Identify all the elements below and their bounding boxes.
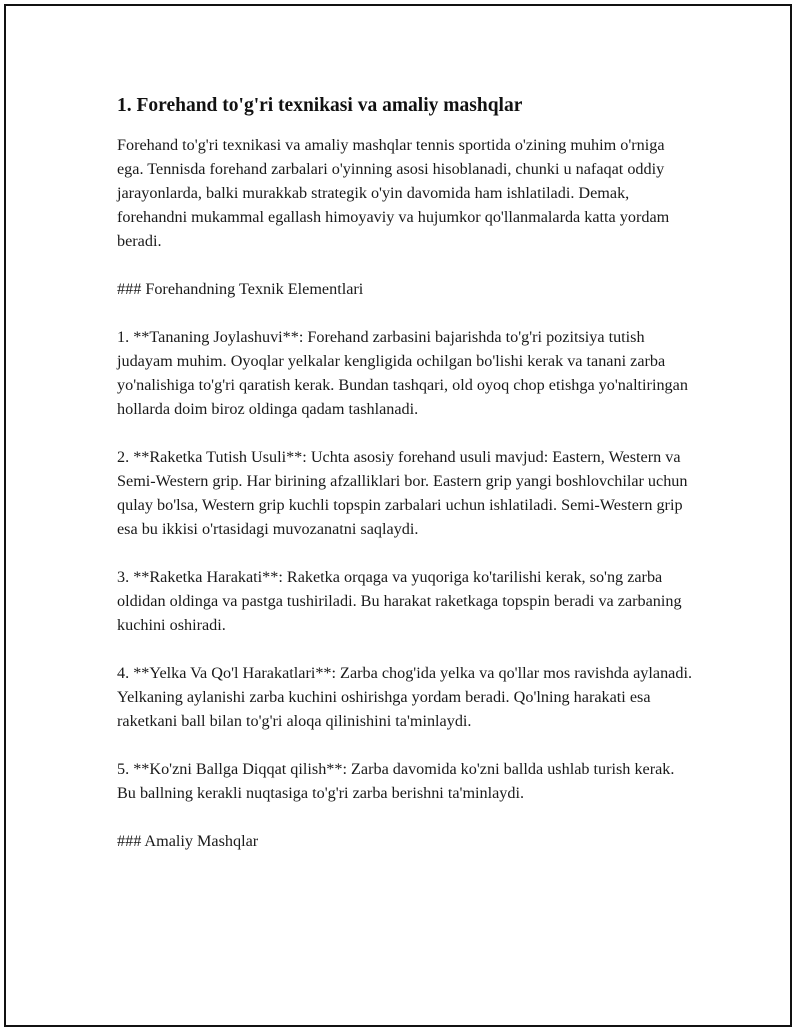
document-body xyxy=(117,92,692,877)
section-heading-practical-drills: ### Amaliy Mashqlar xyxy=(117,832,259,850)
section-heading-technical-elements: ### Forehandning Texnik Elementlari xyxy=(117,280,364,298)
list-item-racket-movement: 3. **Raketka Harakati**: Raketka orqaga va yuqoriga ko'tarilishi kerak, so'ng zarba oldidan oldinga va pastga tushiriladi. Bu harakat raketkaga topspin beradi va zarbaning kuchini oshiradi. xyxy=(117,568,682,634)
list-item-racket-grip: 2. **Raketka Tutish Usuli**: Uchta asosiy forehand usuli mavjud: Eastern, Western va Semi-Western grip. Har birining afzalliklari bor. Eastern grip yangi boshlovchilar uchun qulay bo'lsa, Western grip kuchli topspin zarbalari uchun ishlatiladi. Semi-Western grip esa bu ikkisi o'rtasidagi muvozanatni saqlaydi. xyxy=(117,448,688,538)
list-item-body-position: 1. **Tananing Joylashuvi**: Forehand zarbasini bajarishda to'g'ri pozitsiya tutish judayam muhim. Oyoqlar yelkalar kengligida ochilgan bo'lishi kerak va tanani zarba yo'nalishiga to'g'ri qaratish kerak. Bundan tashqari, old oyoq chop etishga yo'naltiringan hollarda doim biroz oldinga qadam tashlanadi. xyxy=(117,328,688,418)
list-item-eye-on-ball: 5. **Ko'zni Ballga Diqqat qilish**: Zarba davomida ko'zni ballda ushlab turish kerak. Bu ballning kerakli nuqtasiga to'g'ri zarba berishni ta'minlaydi. xyxy=(117,760,675,802)
document-title: 1. Forehand to'g'ri texnikasi va amaliy mashqlar xyxy=(117,95,523,116)
intro-paragraph: Forehand to'g'ri texnikasi va amaliy mashqlar tennis sportida o'zining muhim o'rniga ega. Tennisda forehand zarbalari o'yinning asosi hisoblanadi, chunki u nafaqat oddiy jarayonlarda, balki murakkab strategik o'yin davomida ham ishlatiladi. Demak, forehandni mukammal egallash himoyaviy va hujumkor qo'llanmalarda katta yordam beradi. xyxy=(117,136,670,250)
list-item-shoulder-arm-movement: 4. **Yelka Va Qo'l Harakatlari**: Zarba chog'ida yelka va qo'llar mos ravishda aylanadi. Yelkaning aylanishi zarba kuchini oshirishga yordam beradi. Qo'lning harakati esa raketkani ball bilan to'g'ri aloqa qilinishini ta'minlaydi. xyxy=(117,664,692,730)
